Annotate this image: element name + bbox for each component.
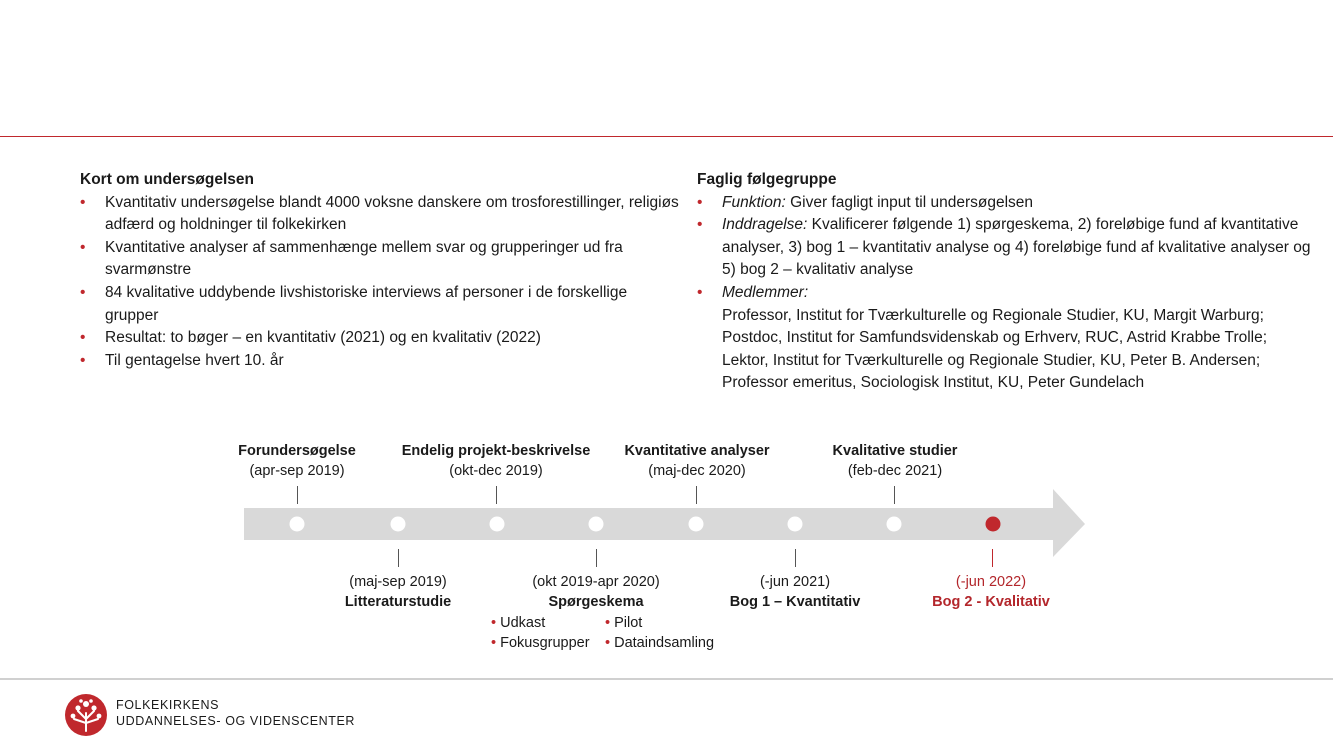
milestone-title: Forundersøgelse [238, 443, 356, 459]
survey-step: • Fokusgrupper [491, 633, 590, 653]
milestone-kvantitative-analyser [624, 441, 769, 481]
timeline-dot [689, 517, 704, 532]
timeline-tick [398, 549, 399, 567]
funktion-text: Giver fagligt input til undersøgelsen [785, 193, 1034, 211]
member-line: Postdoc, Institut for Samfundsvidenskab og Erhverv, RUC, Astrid Krabbe Trolle; [722, 329, 1268, 347]
list-item: • Kvantitativ undersøgelse blandt 4000 voksne danskere om trosforestillinger, religiøs adfærd og holdninger til folkekirken [80, 192, 680, 237]
timeline-dot-current [986, 517, 1001, 532]
timeline-dot [290, 517, 305, 532]
milestone-bog1 [730, 572, 861, 612]
list-item: • Kvantitative analyser af sammenhænge mellem svar og grupperinger ud fra svarmønstre [80, 237, 680, 282]
milestone-title: Kvalitative studier [832, 443, 958, 459]
timeline-dot [887, 517, 902, 532]
survey-step: • Pilot [605, 613, 714, 633]
logo-line2: UDDANNELSES- OG VIDENSCENTER [116, 714, 356, 728]
timeline-tick [894, 486, 895, 504]
milestone-litteraturstudie [345, 572, 451, 612]
timeline-tick-current [992, 549, 993, 567]
footer-divider [0, 678, 1333, 680]
list-item: • Resultat: to bøger – en kvantitativ (2021) og en kvalitativ (2022) [80, 327, 680, 350]
timeline-tick [596, 549, 597, 567]
timeline-arrow [244, 489, 1085, 557]
list-item: • 84 kvalitative uddybende livshistoriske interviews af personer i de forskellige grupper [80, 282, 680, 327]
milestone-title: Kvantitative analyser [624, 443, 770, 459]
survey-steps-col1 [491, 613, 590, 653]
milestone-title: Spørgeskema [548, 594, 644, 610]
organization-name [116, 697, 355, 729]
timeline-dot [490, 517, 505, 532]
timeline-dot [589, 517, 604, 532]
survey-step: • Udkast [491, 613, 590, 633]
timeline-tick [696, 486, 697, 504]
timeline-dot [788, 517, 803, 532]
list-item: • Til gentagelse hvert 10. år [80, 350, 680, 373]
milestone-dates: (okt-dec 2019) [449, 463, 543, 479]
milestone-title: Endelig projekt-beskrivelse [401, 443, 591, 459]
timeline-tick [795, 549, 796, 567]
milestone-kvalitative-studier [833, 441, 958, 481]
milestone-dates: (-jun 2021) [759, 574, 831, 590]
milestone-bog2 [932, 572, 1050, 612]
milestone-dates: (maj-dec 2020) [648, 463, 746, 479]
survey-step: • Dataindsamling [605, 633, 714, 653]
milestone-dates: (-jun 2022) [955, 574, 1027, 590]
tree-logo-icon [64, 693, 108, 737]
member-line: Lektor, Institut for Tværkulturelle og Regionale Studier, KU, Peter B. Andersen; [722, 351, 1261, 369]
medlemmer-label: Medlemmer: [722, 283, 809, 301]
inddragelse-text: Kvalificerer følgende 1) spørgeskema, 2) foreløbige fund af kvantitative analyser, 3) bog 1 – kvantitativ analyse og 4) foreløbige fund af kvalitative analyser og 5) bog 2 – kvalitativ analyse [722, 216, 1311, 279]
survey-steps-col2 [605, 613, 714, 653]
milestone-dates: (apr-sep 2019) [249, 463, 345, 479]
timeline-tick [496, 486, 497, 504]
milestone-title: Bog 2 - Kvalitativ [932, 594, 1050, 610]
member-line: Professor emeritus, Sociologisk Institut, KU, Peter Gundelach [722, 374, 1145, 392]
advisory-group-heading: Faglig følgegruppe [697, 171, 837, 188]
milestone-dates: (maj-sep 2019) [349, 574, 447, 590]
milestone-sporgeskema [532, 572, 659, 612]
timeline-tick [297, 486, 298, 504]
milestone-forundersogelse [238, 441, 356, 481]
milestone-dates: (okt 2019-apr 2020) [532, 574, 660, 590]
milestone-dates: (feb-dec 2021) [847, 463, 943, 479]
milestone-title: Litteraturstudie [344, 594, 452, 610]
logo-line1: FOLKEKIRKENS [116, 698, 220, 712]
milestone-title: Bog 1 – Kvantitativ [729, 594, 861, 610]
funktion-label: Funktion: [722, 193, 786, 211]
milestone-projektbeskrivelse [402, 441, 591, 481]
about-survey-heading: Kort om undersøgelsen [80, 171, 254, 188]
inddragelse-label: Inddragelse: [722, 216, 808, 234]
timeline-dot [391, 517, 406, 532]
member-line: Professor, Institut for Tværkulturelle og Regionale Studier, KU, Margit Warburg; [722, 306, 1264, 324]
